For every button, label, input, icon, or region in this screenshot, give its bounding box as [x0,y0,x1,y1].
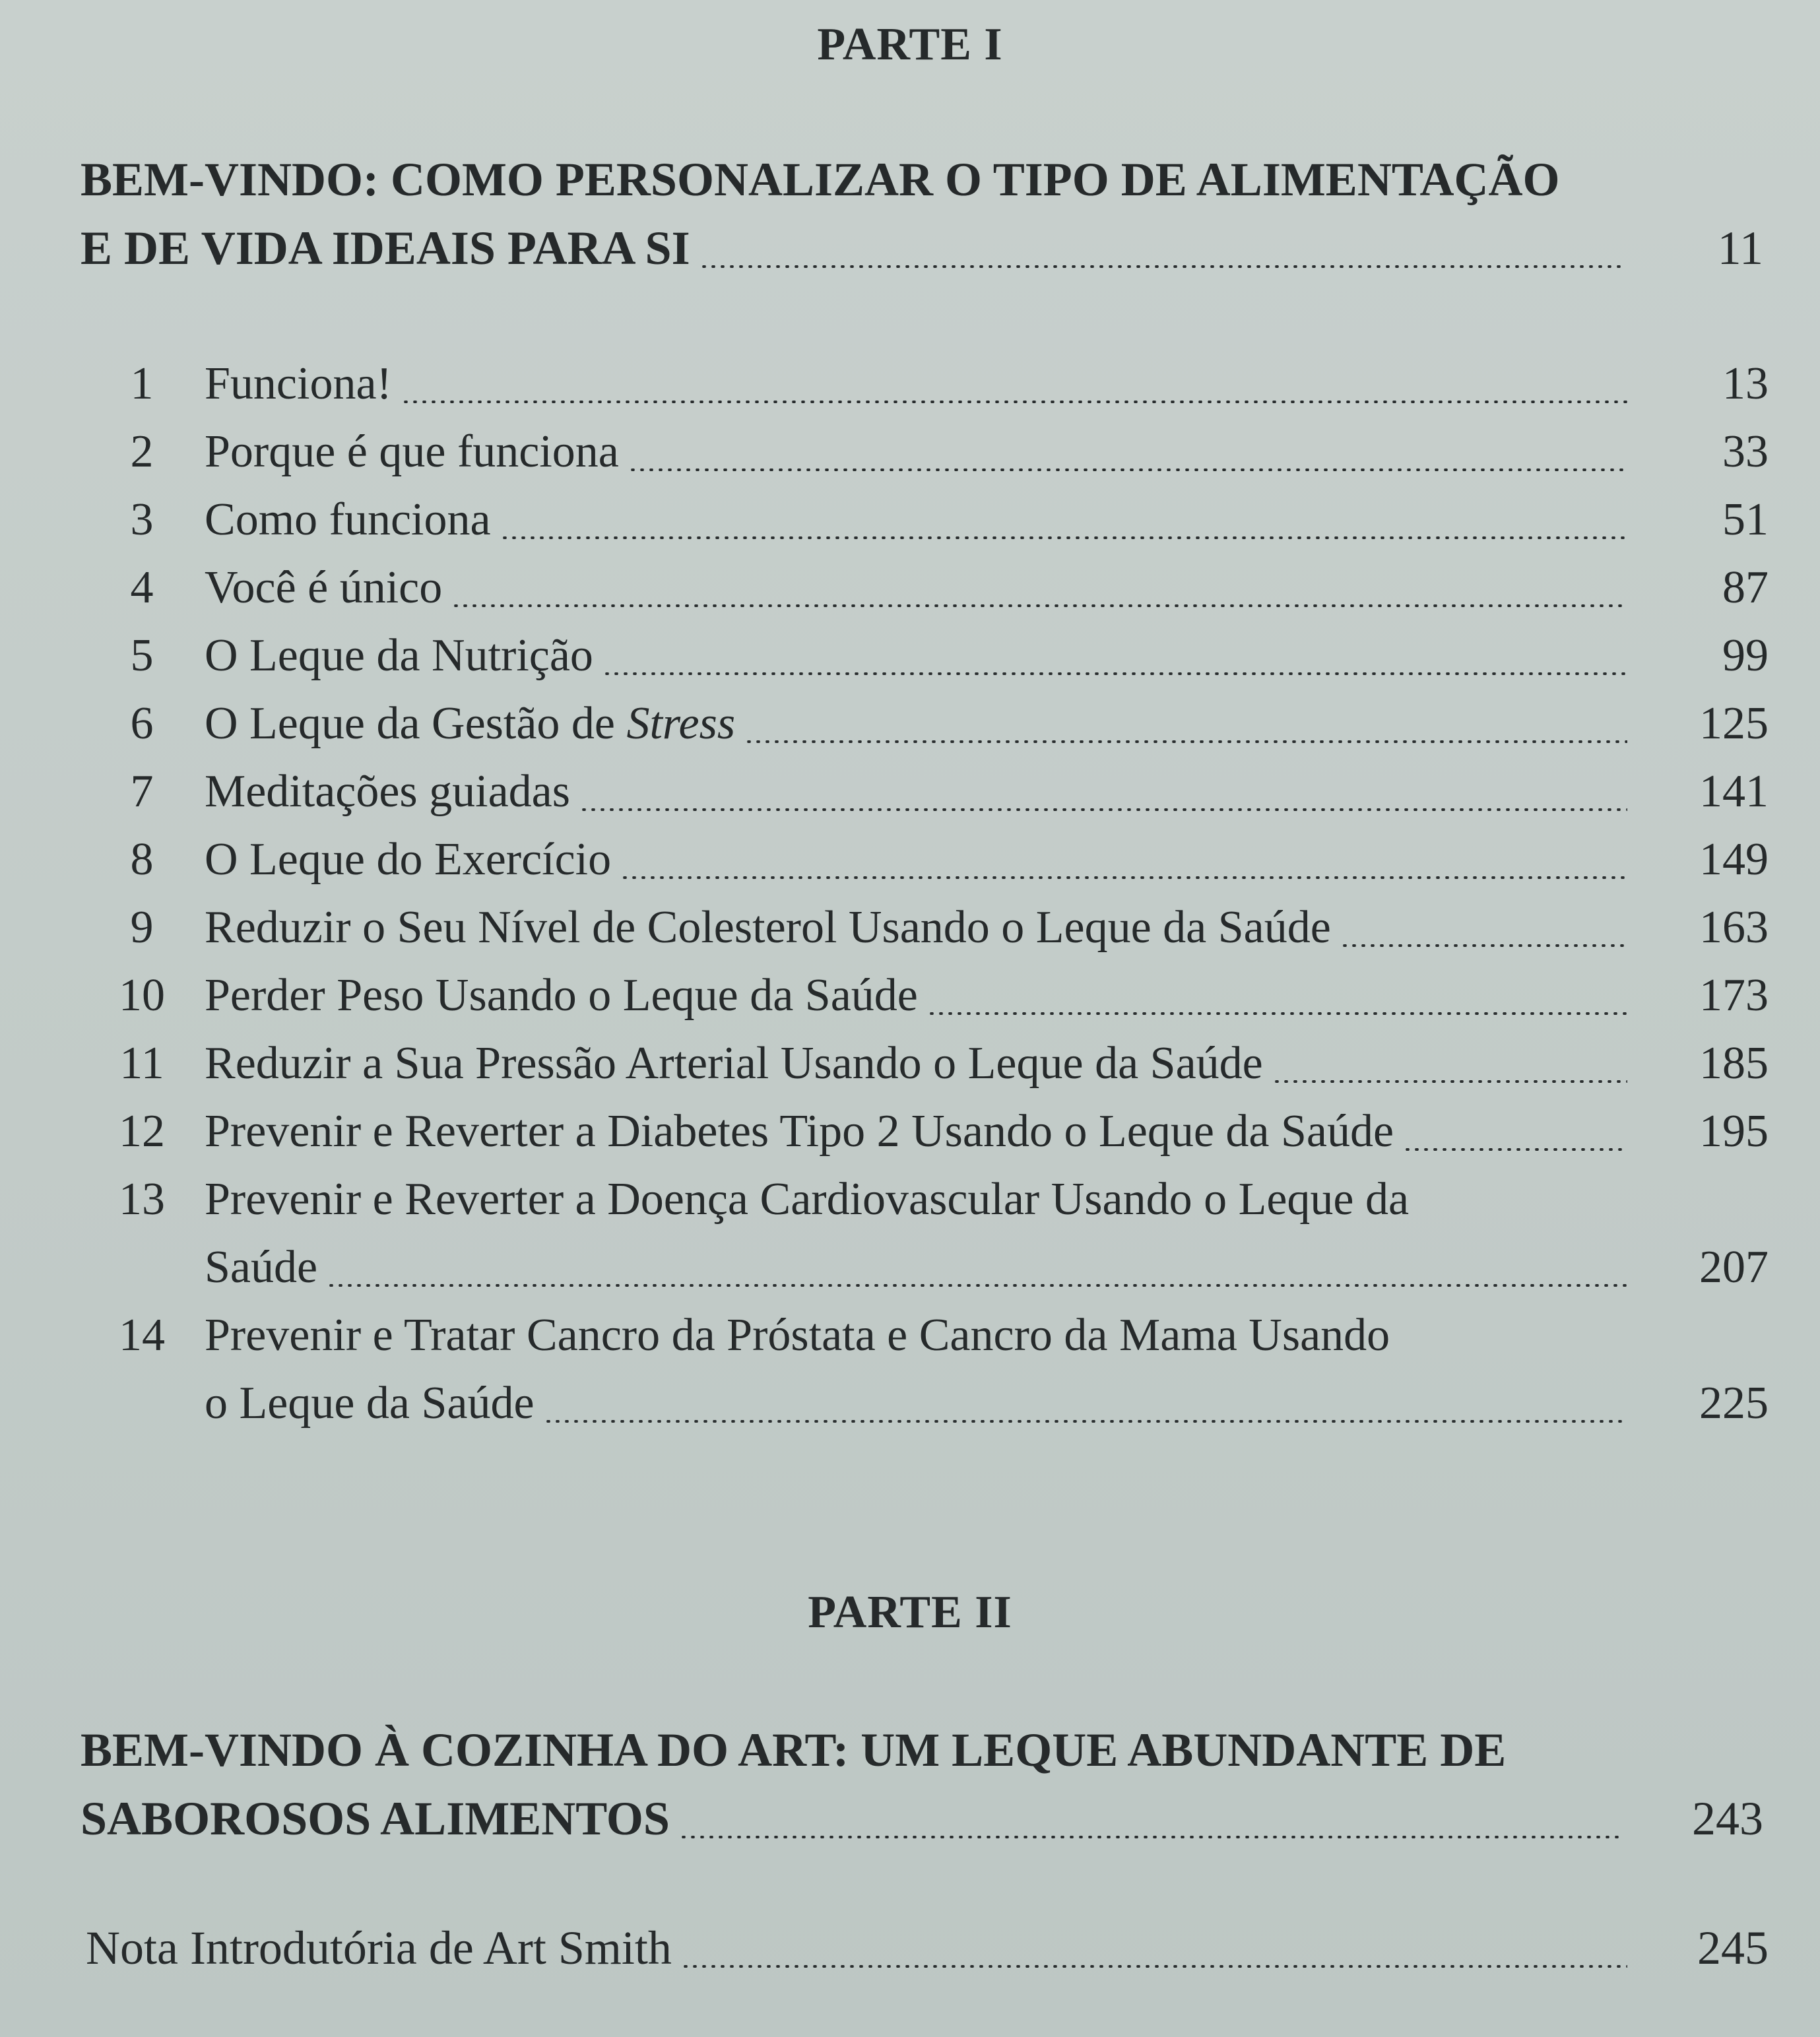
chapter-title: Meditações guiadas [205,766,570,817]
chapter-title-line-2: o Leque da Saúde [205,1378,535,1429]
toc-entry [79,1165,1769,1301]
chapter-number: 8 [130,834,154,885]
chapter-title: Reduzir a Sua Pressão Arterial Usando o Leque da Saúde [205,1038,1263,1089]
chapter-number: 3 [130,494,154,545]
toc-entry [79,418,1769,486]
intro-note-title: Nota Introdutória de Art Smith [86,1922,672,1974]
page-number: 141 [1699,766,1769,817]
chapter-title-text: O Leque da Gestão de [205,698,627,749]
dot-leader [699,265,1622,268]
page-number: 173 [1699,970,1769,1021]
page-number: 87 [1722,562,1769,613]
dot-leader [602,672,1627,675]
dot-leader [620,876,1627,879]
chapter-title: Reduzir o Seu Nível de Colesterol Usando o Leque da Saúde [205,902,1331,953]
chapter-number: 1 [130,358,154,409]
chapter-title [205,690,735,758]
page-number: 195 [1699,1106,1769,1157]
dot-leader [451,604,1627,607]
toc-entry [79,825,1769,893]
chapter-title-line-1: Prevenir e Tratar Cancro da Próstata e Cancro da Mama Usando [205,1310,1390,1361]
chapter-title: Você é único [205,562,443,613]
toc-entry [79,758,1769,825]
page-number: 125 [1699,698,1769,749]
dot-leader [927,1012,1627,1015]
chapter-title: Prevenir e Reverter a Diabetes Tipo 2 Usando o Leque da Saúde [205,1106,1394,1157]
toc-entry [79,622,1769,690]
chapter-number: 13 [119,1174,165,1225]
chapter-number: 11 [119,1038,164,1089]
chapter-number: 2 [130,426,154,477]
toc-entry [79,1301,1769,1437]
part-2-section-heading [81,1716,1763,1853]
chapter-title: Funciona! [205,358,392,409]
toc-entry [79,893,1769,961]
dot-leader [679,1836,1622,1838]
toc-entry [79,1097,1769,1165]
dot-leader [544,1420,1627,1423]
dot-leader [579,808,1627,811]
chapter-title: Perder Peso Usando o Leque da Saúde [205,970,918,1021]
page-number: 33 [1722,426,1769,477]
page-number: 99 [1722,630,1769,681]
dot-leader [1272,1080,1627,1083]
chapter-number: 6 [130,698,154,749]
table-of-contents [79,350,1769,1437]
section-line-2: SABOROSOS ALIMENTOS [81,1792,670,1845]
page-number: 185 [1699,1038,1769,1089]
chapter-title-line-1: Prevenir e Reverter a Doença Cardiovascular Usando o Leque da [205,1174,1410,1225]
chapter-number: 9 [130,902,154,953]
chapter-title-italic: Stress [626,698,736,749]
page-number: 225 [1699,1378,1769,1429]
chapter-title: O Leque do Exercício [205,834,612,885]
toc-entry [79,486,1769,554]
chapter-number: 4 [130,562,154,613]
page-number: 245 [1697,1922,1769,1974]
dot-leader [628,469,1627,471]
dot-leader [401,401,1627,403]
dot-leader [744,740,1627,743]
chapter-number: 10 [119,970,165,1021]
page-number: 51 [1722,494,1769,545]
chapter-title: Porque é que funciona [205,426,619,477]
page-number: 207 [1699,1242,1769,1293]
chapter-number: 5 [130,630,154,681]
chapter-title: Como funciona [205,494,491,545]
dot-leader [681,1965,1627,1968]
dot-leader [1403,1148,1627,1151]
toc-entry [79,554,1769,622]
part-1-title: PARTE I [817,19,1003,70]
dot-leader [327,1284,1627,1287]
section-line-2: E DE VIDA IDEAIS PARA SI [81,222,690,275]
part-1-section-heading [81,145,1763,282]
toc-entry [79,961,1769,1029]
chapter-title-line-2: Saúde [205,1242,318,1293]
toc-entry [79,1029,1769,1097]
dot-leader [1340,944,1627,947]
toc-entry [79,690,1769,758]
chapter-title: O Leque da Nutrição [205,630,593,681]
page-number: 163 [1699,902,1769,953]
toc-entry [79,350,1769,418]
intro-note-entry [86,1914,1769,1982]
page-number: 149 [1699,834,1769,885]
dot-leader [500,536,1627,539]
section-line-1: BEM-VINDO À COZINHA DO ART: UM LEQUE ABUNDANTE DE [81,1724,1507,1776]
page-number: 11 [1717,222,1763,275]
page-number: 13 [1722,358,1769,409]
chapter-number: 7 [130,766,154,817]
section-line-1: BEM-VINDO: COMO PERSONALIZAR O TIPO DE ALIMENTAÇÃO [81,153,1560,206]
page-number: 243 [1692,1792,1763,1845]
chapter-number: 12 [119,1106,165,1157]
part-2-title: PARTE II [808,1587,1012,1638]
chapter-number: 14 [119,1310,165,1361]
